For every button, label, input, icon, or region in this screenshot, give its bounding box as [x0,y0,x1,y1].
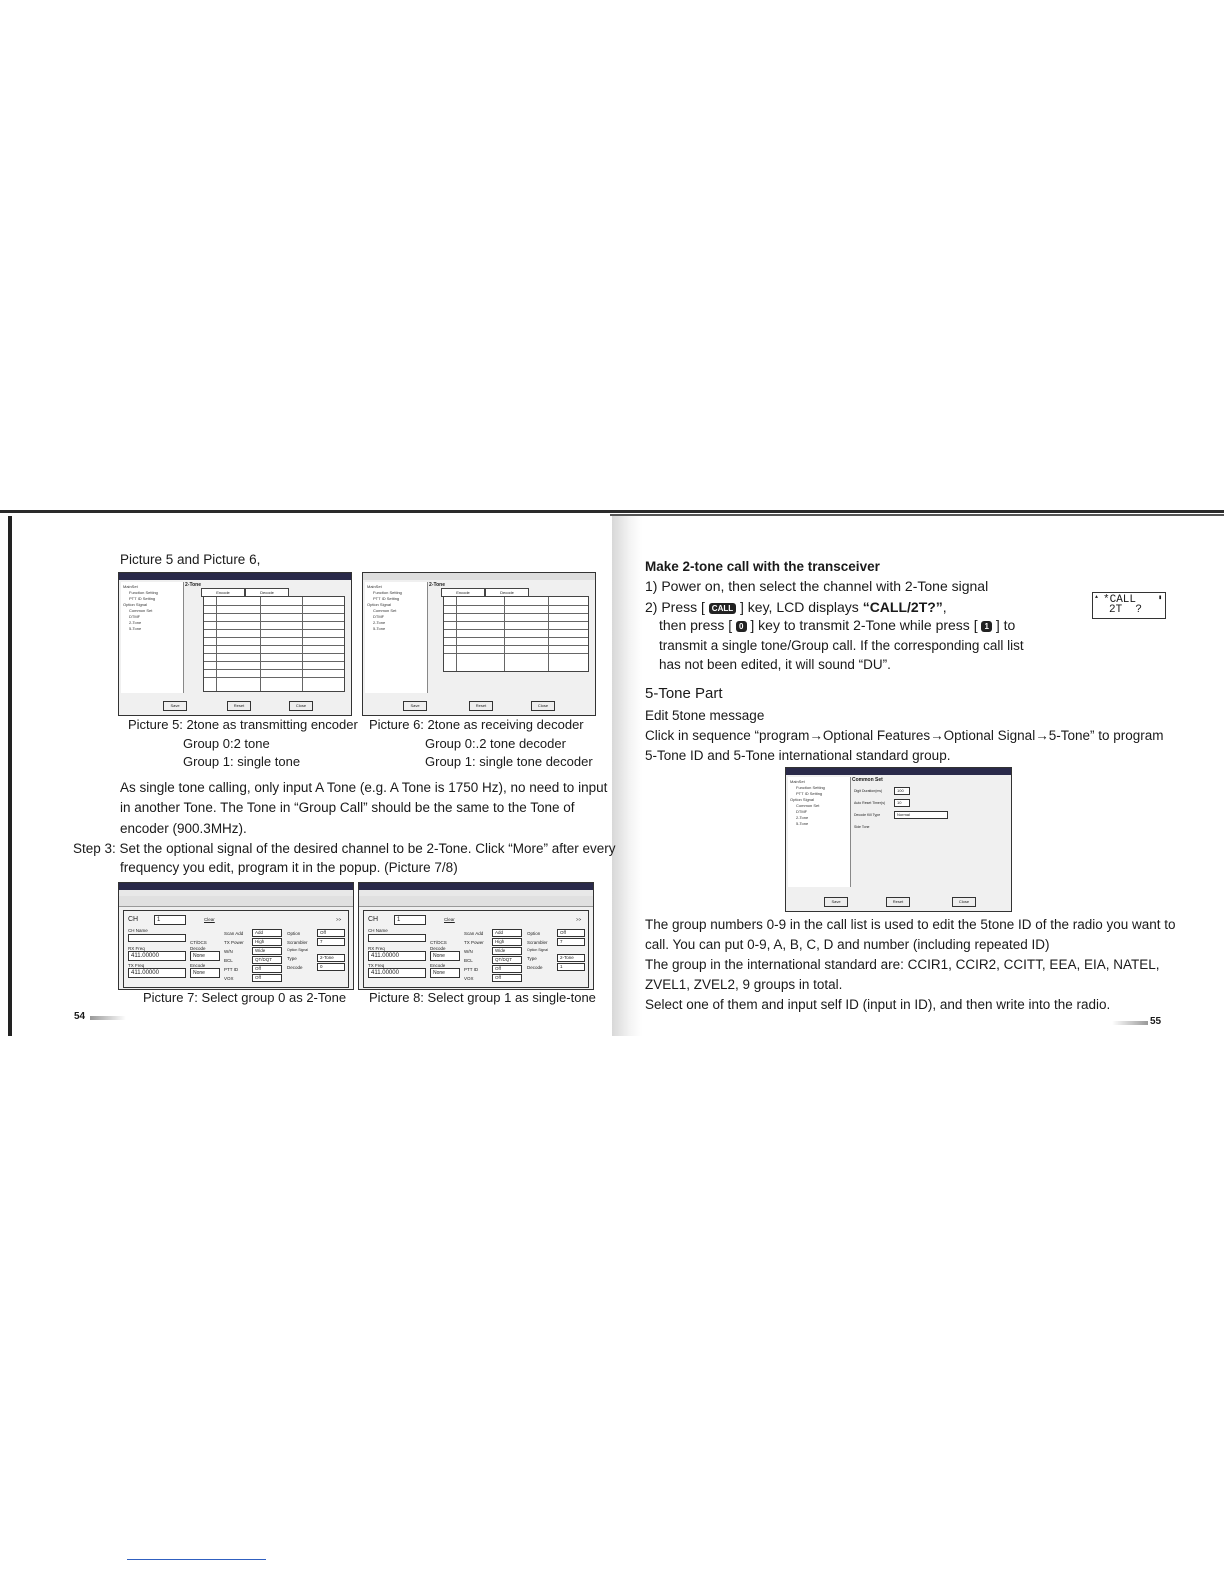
step-2: 2) Press [ CALL ] key, LCD displays “CALL/2T?”, [645,599,947,615]
subheading: Edit 5tone message [645,708,765,723]
tab-encode[interactable]: Encode [201,588,245,597]
ch-name-input[interactable] [128,934,186,942]
picture-5-screenshot [118,572,352,716]
decode-select[interactable]: None [190,951,220,961]
intro-text: Picture 5 and Picture 6, [120,552,261,567]
clear-button[interactable]: Clear [444,917,455,922]
signal-icon: ▲ [1095,594,1099,600]
step-3-line: frequency you edit, program it in the popup. (Picture 7/8) [120,860,458,875]
save-button[interactable]: Save [824,897,848,907]
tx-freq-input[interactable]: 411.00000 [368,968,426,978]
left-edge-bar [8,516,12,1036]
tone-grid [443,596,589,672]
step-3-line: Step 3: Set the optional signal of the desired channel to be 2-Tone. Click “More” after every [73,841,616,856]
panel-title: 2-Tone [429,582,446,588]
tab-encode[interactable]: Encode [441,588,485,597]
tree-panel: MainSet Function Setting PTT ID Setting Option Signal Common Set DTMF 2-Tone 5-Tone [365,582,428,693]
paragraph-line: The group in the international standard are: CCIR1, CCIR2, CCITT, EEA, EIA, NATEL, [645,957,1160,972]
heading-2tone-call: Make 2-tone call with the transceiver [645,559,880,574]
more-button[interactable]: >> [576,917,582,922]
rx-freq-input[interactable]: 411.00000 [128,951,186,961]
reset-button[interactable]: Reset [227,701,251,711]
auto-reset-input[interactable]: 10 [894,799,910,807]
type-select[interactable]: 2-Tone [317,954,345,962]
sequence-line: Click in sequence “program→Optional Features→Optional Signal→5-Tone” to program [645,728,1164,743]
save-button[interactable]: Save [163,701,187,711]
caption-picture-8: Picture 8: Select group 1 as single-tone [369,990,596,1005]
sequence-line: 5-Tone ID and 5-Tone international standard group. [645,748,951,763]
close-button[interactable]: Close [531,701,555,711]
paragraph-line: The group numbers 0-9 in the call list is used to edit the 5tone ID of the radio you want to [645,917,1176,932]
digit-duration-input[interactable]: 100 [894,787,910,795]
page-number-left: 54 [74,1011,86,1022]
paragraph-line: encoder (900.3MHz). [120,821,247,836]
channel-input[interactable]: 1 [154,915,186,925]
paragraph-line: Select one of them and input self ID (input in ID), and then write into the radio. [645,997,1111,1012]
panel-title: 2-Tone [185,582,202,588]
page-number-right: 55 [1150,1016,1162,1027]
toolbar [119,896,353,907]
channel-form: CH 1 Clear >> CH Name RX Freq 411.00000 TX Freq 411.00000 CT/DCS Decode None Encode None Scan Add Add TX Power High W/N Wide BCL QT/DQT PTT ID Off VOX Off Option Off Scrambler 7 Option Signal Type 2-Tone Decode 0 [123,910,349,988]
picture-7-screenshot [118,882,354,990]
one-key-icon: 1 [981,621,991,632]
toolbar [359,896,593,907]
type-select[interactable]: 2-Tone [557,954,585,962]
caption-picture-5: Picture 5: 2tone as transmitting encoder [128,717,358,732]
lcd-line-1: *CALL [1103,594,1137,606]
decode-select[interactable]: None [430,951,460,961]
picture-6-screenshot [362,572,596,716]
step-2-line3: transmit a single tone/Group call. If the corresponding call list [659,638,1024,653]
group-select[interactable]: 0 [317,963,345,971]
paragraph-line: call. You can put 0-9, A, B, C, D and number (including repeated ID) [645,937,1050,952]
ch-name-input[interactable] [368,934,426,942]
paragraph-line: As single tone calling, only input A Tone (e.g. A Tone is 1750 Hz), no need to input [120,780,608,795]
save-button[interactable]: Save [403,701,427,711]
caption-picture-5-line1: Group 0:2 tone [183,736,270,751]
caption-picture-6-line2: Group 1: single tone decoder [425,754,593,769]
caption-picture-7: Picture 7: Select group 0 as 2-Tone [143,990,347,1005]
clear-button[interactable]: Clear [204,917,215,922]
tree-panel: MainSet Function Setting PTT ID Setting Option Signal Common Set DTMF 2-Tone 5-Tone [788,777,851,887]
tab-decode[interactable]: Decode [245,588,289,597]
picture-8-screenshot [358,882,594,990]
paragraph-line: ZVEL1, ZVEL2, 9 groups in total. [645,977,843,992]
step-1: 1) Power on, then select the channel with 2-Tone signal [645,578,989,594]
tab-decode[interactable]: Decode [485,588,529,597]
top-rule-right [610,514,1224,516]
lcd-display [1092,592,1166,619]
close-button[interactable]: Close [289,701,313,711]
encode-select[interactable]: None [190,968,220,978]
caption-picture-6: Picture 6: 2tone as receiving decoder [369,717,584,732]
step-2-line4: has not been edited, it will sound “DU”. [659,657,891,672]
panel-title: Common Set [852,777,883,783]
caption-picture-5-line2: Group 1: single tone [183,754,301,769]
caption-picture-6-line1: Group 0:.2 tone decoder [425,736,566,751]
footnote-rule [127,1559,266,1560]
book-gutter [612,516,642,1036]
side-tone-checkbox[interactable]: Side Tone [854,825,870,829]
tx-freq-input[interactable]: 411.00000 [128,968,186,978]
page-number-bar [90,1016,126,1020]
tree-panel: MainSet Function Setting PTT ID Setting Option Signal Common Set DTMF 2-Tone 5-Tone [121,582,184,693]
reset-button[interactable]: Reset [469,701,493,711]
battery-icon: ▮ [1158,594,1162,601]
lcd-line-2: 2T ? [1109,604,1143,616]
top-rule [0,510,1224,513]
more-button[interactable]: >> [336,917,342,922]
channel-form: CH 1 Clear >> CH Name RX Freq 411.00000 TX Freq 411.00000 CT/DCS Decode None Encode None Scan Add Add TX Power High W/N Wide BCL QT/DQT PTT ID Off VOX Off Option Off Scrambler 7 Option Signal Type 2-Tone Decode 1 [363,910,589,988]
step-2-line2: then press [ 0 ] key to transmit 2-Tone while press [ 1 ] to [659,617,1016,633]
encode-select[interactable]: None [430,968,460,978]
reset-button[interactable]: Reset [886,897,910,907]
tone-grid [203,596,345,692]
channel-input[interactable]: 1 [394,915,426,925]
close-button[interactable]: Close [952,897,976,907]
section-title-5tone: 5-Tone Part [645,685,723,702]
call-key-icon: CALL [709,603,736,614]
zero-key-icon: 0 [736,621,746,632]
group-select[interactable]: 1 [557,963,585,971]
page-number-bar-right [1112,1021,1148,1025]
common-set-screenshot: MainSet Function Setting PTT ID Setting Option Signal Common Set DTMF 2-Tone 5-Tone Common Set Digit Duration(ms) 100 Auto Reset Timer(s) 10 Decode Kill Type Normal Side Tone Save Reset Close [785,767,1012,912]
rx-freq-input[interactable]: 411.00000 [368,951,426,961]
decode-kill-select[interactable]: Normal [894,811,948,819]
paragraph-line: in another Tone. The Tone in “Group Call” should be the same to the Tone of [120,800,575,815]
